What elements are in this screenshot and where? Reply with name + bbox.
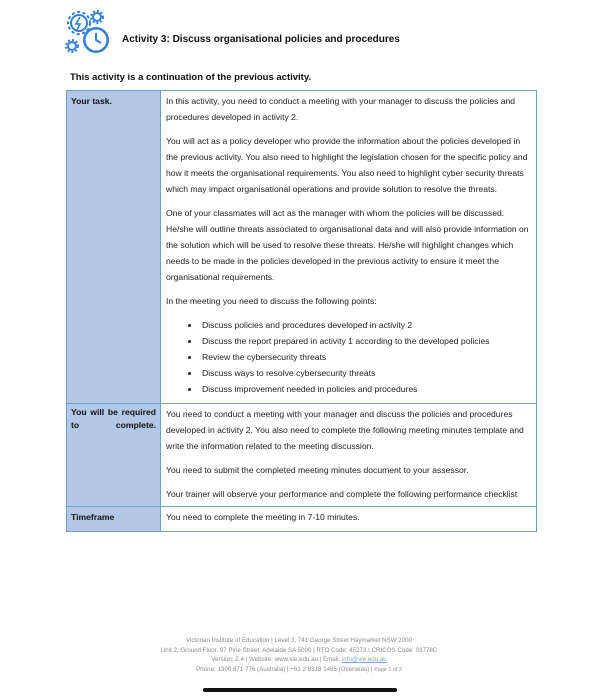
intro-text: This activity is a continuation of the previous activity. <box>70 72 312 83</box>
footer-address: Victorian Institute of Education | Level 3, 741 George Street Haymarket NSW 2000 <box>185 637 413 644</box>
task-content <box>161 91 537 404</box>
activity-title: Activity 3: Discuss organisational policies and procedures <box>122 34 400 45</box>
footer-rto: Unit 2, Ground Floor, 97 Pirie Street, Adelaide SA 5000 | RTO Code: 45273 I CRICOS Code: 03778C <box>160 646 438 654</box>
timeframe-label: Timeframe <box>67 507 161 532</box>
page-header <box>64 10 584 60</box>
list-item: • Discuss policies and procedures developed in activity 2 <box>200 317 530 333</box>
required-paragraph: You need to submit the completed meeting minutes document to your assessor. <box>166 465 469 475</box>
required-paragraph: You need to conduct a meeting with your manager and discuss the policies and procedures developed in activity 2. You also need to complete the following meeting minutes template and write the information related to the meeting discussion. <box>166 409 524 451</box>
list-item: • Discuss the report prepared in activity 1 according to the developed policies <box>200 333 530 349</box>
task-paragraph: One of your classmates will act as the manager with whom the policies will be discussed. He/she will outline threats associated to organisational data and will also provide information on the solution which will be used to resolve these threats. He/she will highlight changes which needs to be made in the policies developed in the previous activity to ensure it meet the organisational requirements. <box>166 208 529 282</box>
home-indicator[interactable] <box>203 688 397 692</box>
task-row <box>67 91 537 404</box>
task-label: Your task. <box>67 91 161 404</box>
page-footer <box>0 636 598 675</box>
task-paragraph: In this activity, you need to conduct a meeting with your manager to discuss the policies and procedures developed in activity 2. <box>166 96 516 122</box>
email-link[interactable]: info@vie.edu.au <box>341 656 387 663</box>
footer-website: Version: 2.4 | Website: www.vie.edu.au | Email: <box>211 656 342 663</box>
timeframe-text: You need to complete the meeting in 7-10 minutes. <box>166 512 360 522</box>
task-paragraph: In the meeting you need to discuss the following points: <box>166 296 377 306</box>
required-row <box>67 404 537 507</box>
discussion-points-list <box>166 317 530 397</box>
list-item: • Review the cybersecurity threats <box>200 349 530 365</box>
page-number: Page 1 of 2 <box>374 666 402 673</box>
timeframe-content <box>161 507 537 532</box>
gears-clock-icon <box>64 10 114 58</box>
required-content <box>161 404 537 507</box>
list-item: • Discuss ways to resolve cybersecurity threats <box>200 365 530 381</box>
activity-table <box>66 90 537 532</box>
required-paragraph: Your trainer will observe your performance and complete the following performance checklist <box>166 489 518 499</box>
task-paragraph: You will act as a policy developer who provide the information about the policies developed in the previous activity. You also need to highlight the legislation chosen for the specific policy and how it meets the organisational requirements. You also need to highlight cyber security threats which may impact organisational operations and provide solution to resolve the threats. <box>166 136 528 194</box>
required-label: You will be required to complete. <box>67 404 161 507</box>
footer-phone: Phone: 1300 871 776 (Australia) | +61 2 8318 1465 (Overseas) | Page 1 of 2 <box>196 665 402 673</box>
list-item: • Discuss improvement needed in policies and procedures <box>200 381 530 397</box>
footer-contact <box>0 655 598 665</box>
timeframe-row <box>67 507 537 532</box>
